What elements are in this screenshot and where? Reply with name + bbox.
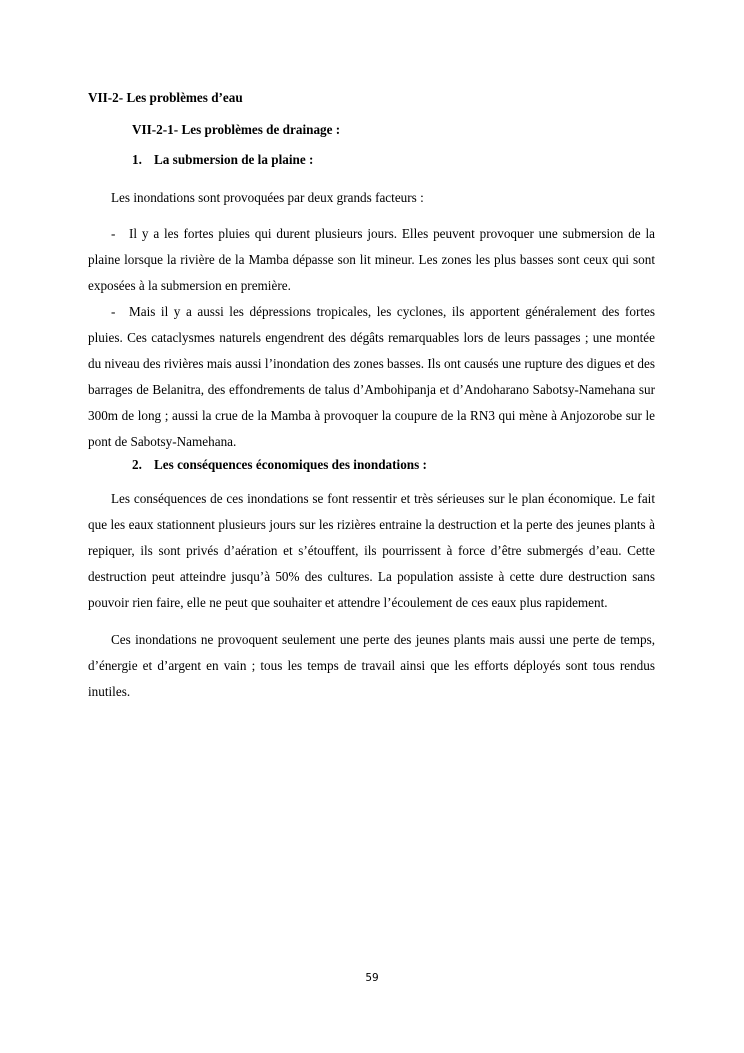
item-number-1: 1. bbox=[132, 152, 142, 167]
item-heading-1 bbox=[132, 150, 655, 170]
intro-paragraph: Les inondations sont provoquées par deux grands facteurs : bbox=[111, 190, 424, 205]
bullet-dash-1: - bbox=[111, 226, 116, 241]
bullet-text-2: Mais il y a aussi les dépressions tropicales, les cyclones, ils apportent généralement des fortes pluies. Ces cataclysmes naturels engendrent des dégâts remarquables lors de leurs passages ; une montée du niveau des rivières mais aussi l’inondation des zones basses. Ils ont causés une rupture des digues et des barrages de Belanitra, des effondrements de talus d’Ambohipanja et d’Andoharano Sabotsy-Namehana sur 300m de long ; aussi la crue de la Mamba à provoquer la coupure de la RN3 qui mène à Anjozorobe sur le pont de Sabotsy-Namehana. bbox=[88, 304, 655, 449]
item-heading-2 bbox=[132, 455, 655, 475]
subsection-title: VII-2-1- Les problèmes de drainage : bbox=[132, 122, 341, 137]
item-title-2: Les conséquences économiques des inondations : bbox=[154, 457, 427, 472]
section-title: VII-2- Les problèmes d’eau bbox=[88, 90, 243, 105]
item-title-1: La submersion de la plaine : bbox=[154, 152, 314, 167]
page-number: 59 bbox=[365, 972, 379, 984]
bullet-paragraph-1 bbox=[88, 221, 655, 299]
item-number-2: 2. bbox=[132, 457, 142, 472]
bullet-text-1: Il y a les fortes pluies qui durent plusieurs jours. Elles peuvent provoquer une submersion de la plaine lorsque la rivière de la Mamba dépasse son lit mineur. Les zones les plus basses sont ceux qui sont exposées à la submersion en première. bbox=[88, 226, 655, 293]
closing-paragraph: Ces inondations ne provoquent seulement une perte des jeunes plants mais aussi une perte de temps, d’énergie et d’argent en vain ; tous les temps de travail ainsi que les efforts déployés sont tous rendus inutiles. bbox=[88, 632, 655, 699]
document-page bbox=[88, 80, 655, 705]
bullet-paragraph-2 bbox=[88, 299, 655, 455]
consequences-paragraph: Les conséquences de ces inondations se font ressentir et très sérieuses sur le plan économique. Le fait que les eaux stationnent plusieurs jours sur les rizières entraine la destruction et la perte des jeunes plants à repiquer, ils sont privés d’aération et s’étouffent, ils pourrissent à force d’être submergés d’eau. Cette destruction peut atteindre jusqu’à 50% des cultures. La population assiste à cette dure destruction sans pouvoir rien faire, elle ne peut que souhaiter et attendre l’écoulement de ces eaux plus rapidement. bbox=[88, 491, 655, 610]
bullet-dash-2: - bbox=[111, 304, 116, 319]
